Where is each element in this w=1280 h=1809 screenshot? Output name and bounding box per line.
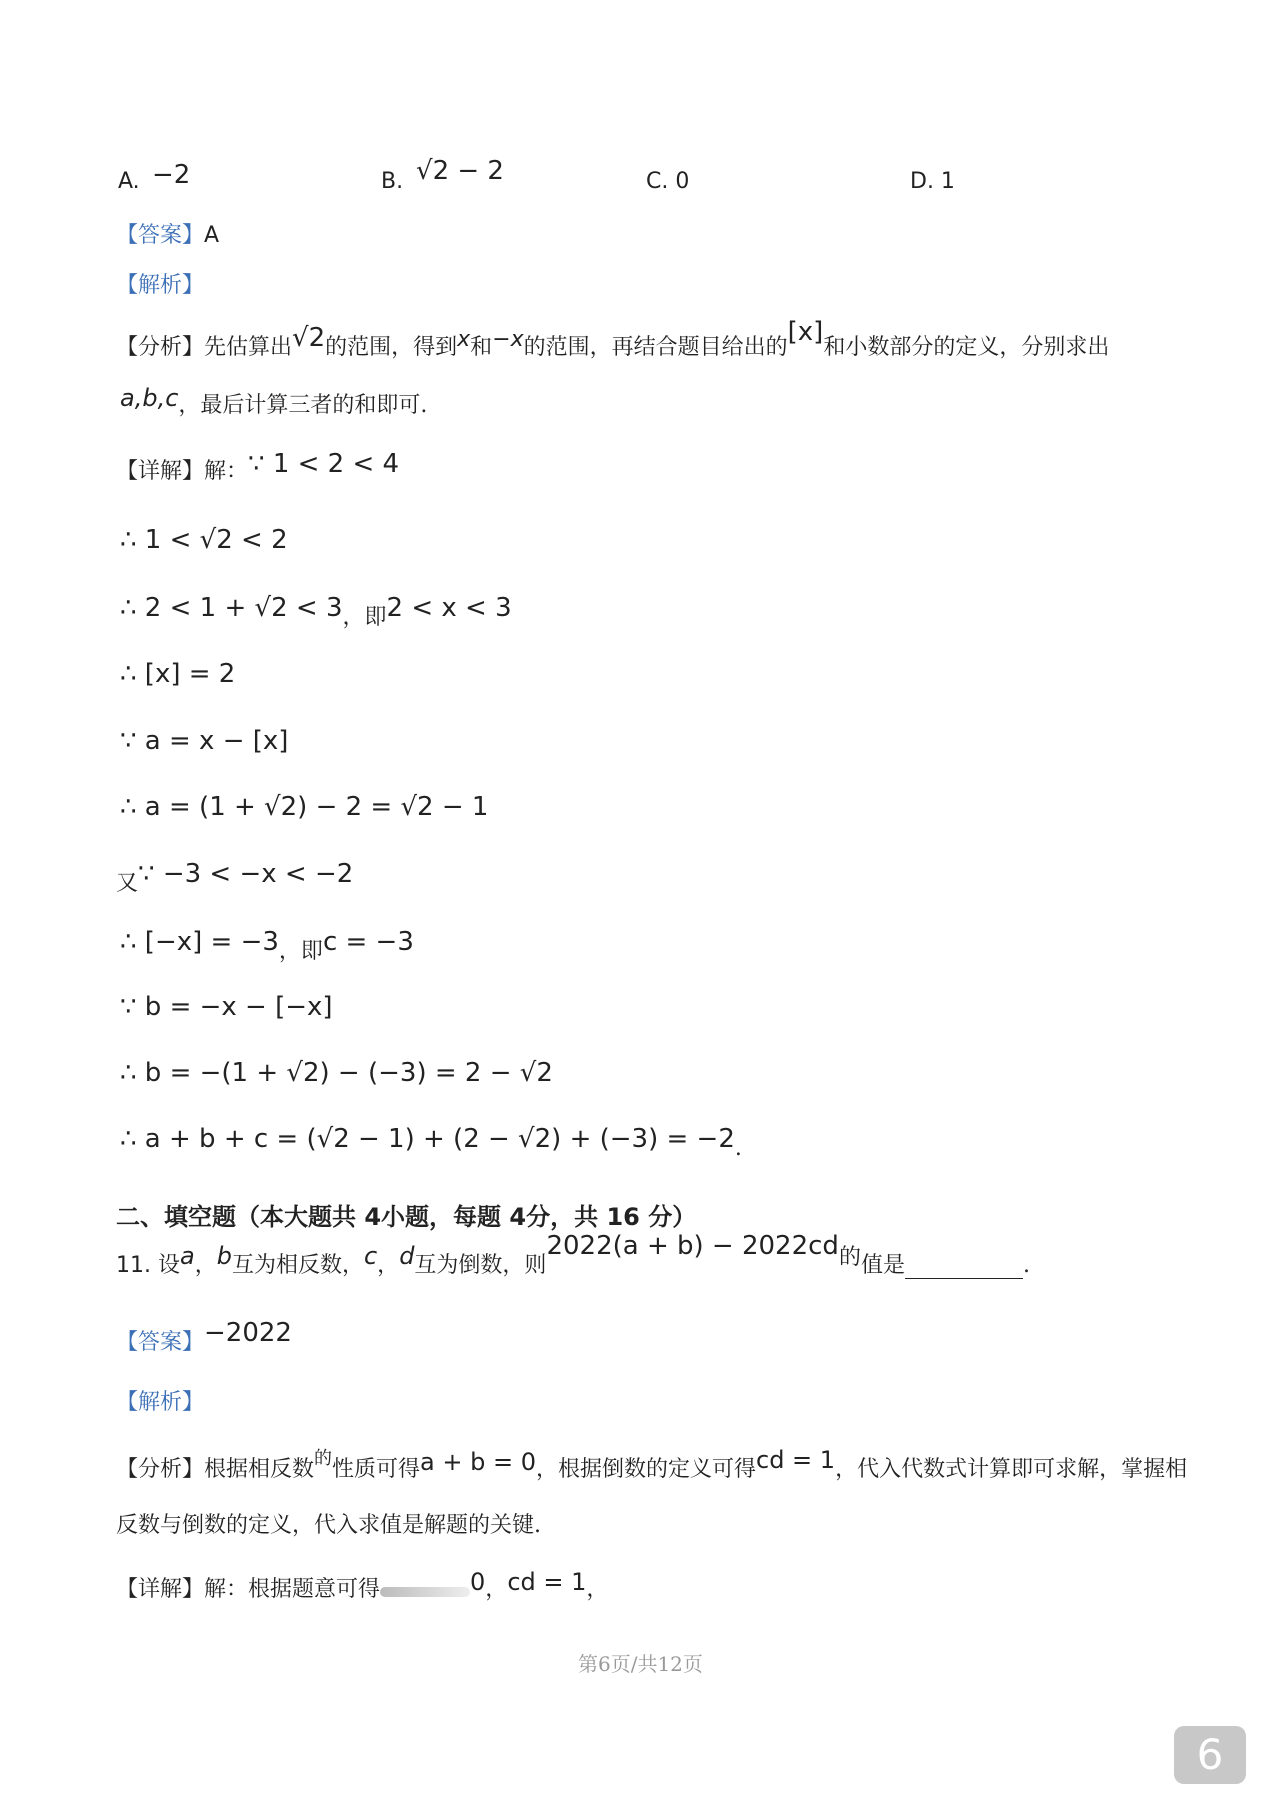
answer-tag: 【答案】 (116, 1330, 205, 1355)
fenxi-floor-x: [x] (787, 317, 824, 347)
connector-text: ，即 (342, 605, 387, 630)
q10-line5: ∵ a = x − [x] (120, 726, 289, 756)
answer-value: −2022 (204, 1318, 292, 1348)
answer-blank (905, 1254, 1023, 1279)
detail-text: 【详解】解：根据题意可得 (116, 1577, 381, 1602)
q10-line8 (120, 926, 414, 964)
stem-text: 互为相反数， (231, 1253, 364, 1278)
fenxi-text: 的范围，得到 (325, 335, 458, 360)
q11-analysis-tag (116, 1385, 204, 1416)
q11-stem (116, 1231, 1030, 1279)
period: . (1022, 1253, 1030, 1278)
var-b: b (216, 1242, 232, 1270)
fenxi-text: 的范围，再结合题目给出的 (523, 335, 788, 360)
math-line: c = −3 (322, 927, 414, 957)
q10-line3 (120, 592, 512, 630)
answer-value: A (204, 223, 220, 248)
q10-line6: ∴ a = (1 + √2) − 2 = √2 − 1 (120, 792, 489, 822)
q11-detail (116, 1568, 609, 1603)
option-b-value: √2 − 2 (416, 156, 504, 186)
stem-text: 值是 (860, 1253, 905, 1278)
question-number: 11. 设 (116, 1253, 180, 1278)
option-b-label: B. (381, 169, 404, 194)
q10-detail-line1 (116, 449, 400, 485)
q10-analysis-tag (116, 268, 204, 299)
q11-fenxi-line1 (116, 1446, 1188, 1483)
q10-line10: ∴ b = −(1 + √2) − (−3) = 2 − √2 (120, 1058, 553, 1088)
q11-answer (116, 1318, 292, 1356)
q10-fenxi-line1 (116, 317, 1110, 361)
q10-answer (116, 218, 219, 249)
option-c: C. 0 (646, 169, 690, 194)
fenxi-text: 和 (470, 335, 493, 360)
detail-tag: 【详解】解： (116, 459, 249, 484)
detail-text: ， (485, 1577, 508, 1602)
fenxi-text: ，根据倒数的定义可得 (535, 1457, 756, 1482)
fenxi-text: 的 (314, 1448, 333, 1469)
sep: ， (377, 1253, 400, 1278)
fenxi-sqrt2: √2 (292, 323, 326, 353)
math-line: 2 < x < 3 (386, 593, 512, 623)
math-line: ∵ −3 < −x < −2 (138, 859, 354, 889)
sep: ， (194, 1253, 217, 1278)
fenxi-math: a + b = 0 (420, 1448, 536, 1476)
fenxi-neg-x: −x (492, 327, 524, 352)
period: . (734, 1136, 742, 1161)
stem-text: 互为倒数，则 (414, 1253, 547, 1278)
q10-line4: ∴ [x] = 2 (120, 659, 236, 689)
page-footer: 第6页/共12页 (578, 1652, 703, 1676)
q10-line9: ∵ b = −x − [−x] (120, 992, 333, 1022)
redacted-smear (380, 1587, 470, 1597)
q10-line2: ∴ 1 < √2 < 2 (120, 525, 288, 555)
option-a-label: A. (118, 169, 140, 194)
detail-text: ， (586, 1577, 609, 1602)
option-a-value: −2 (152, 160, 191, 190)
connector-text: 又 (116, 871, 139, 896)
var-d: d (399, 1242, 415, 1270)
math-line: ∴ 2 < 1 + √2 < 3 (120, 593, 343, 623)
page-number-badge[interactable]: 6 (1174, 1726, 1246, 1784)
q10-fenxi-line2 (120, 384, 428, 419)
section-heading: 二、填空题（本大题共 4小题，每题 4分，共 16 分） (116, 1203, 697, 1231)
fenxi-math: cd = 1 (756, 1446, 836, 1474)
fenxi-text: ，代入代数式计算即可求解，掌握相 (835, 1457, 1188, 1482)
q11-fenxi-line2: 反数与倒数的定义，代入求值是解题的关键. (116, 1513, 541, 1538)
q10-line7 (116, 858, 354, 896)
fenxi-abc: a,b,c (120, 384, 179, 412)
fenxi-text: 和小数部分的定义，分别求出 (823, 335, 1110, 360)
math-line: ∴ [−x] = −3 (120, 927, 279, 957)
var-a: a (179, 1242, 195, 1270)
analysis-tag: 【解析】 (116, 273, 205, 298)
var-c: c (363, 1242, 378, 1270)
q10-line11 (120, 1124, 742, 1161)
fenxi-text: 【分析】先估算出 (116, 335, 293, 360)
detail-math: cd = 1 (507, 1568, 587, 1596)
connector-text: ，即 (278, 939, 323, 964)
fenxi-text: 性质可得 (332, 1457, 421, 1482)
detail-math: 0 (470, 1568, 486, 1596)
fenxi-x: x (457, 327, 471, 352)
math-line: ∴ a + b + c = (√2 − 1) + (2 − √2) + (−3) = −2 (120, 1124, 735, 1154)
analysis-tag: 【解析】 (116, 1390, 205, 1415)
option-d: D. 1 (910, 169, 955, 194)
expression: 2022(a + b) − 2022cd (546, 1231, 839, 1261)
stem-text: 的 (838, 1245, 861, 1270)
answer-tag: 【答案】 (116, 223, 205, 248)
fenxi-text: 【分析】根据相反数 (116, 1457, 315, 1482)
fenxi-text: ，最后计算三者的和即可. (178, 393, 428, 418)
math-line: ∵ 1 < 2 < 4 (248, 449, 400, 479)
